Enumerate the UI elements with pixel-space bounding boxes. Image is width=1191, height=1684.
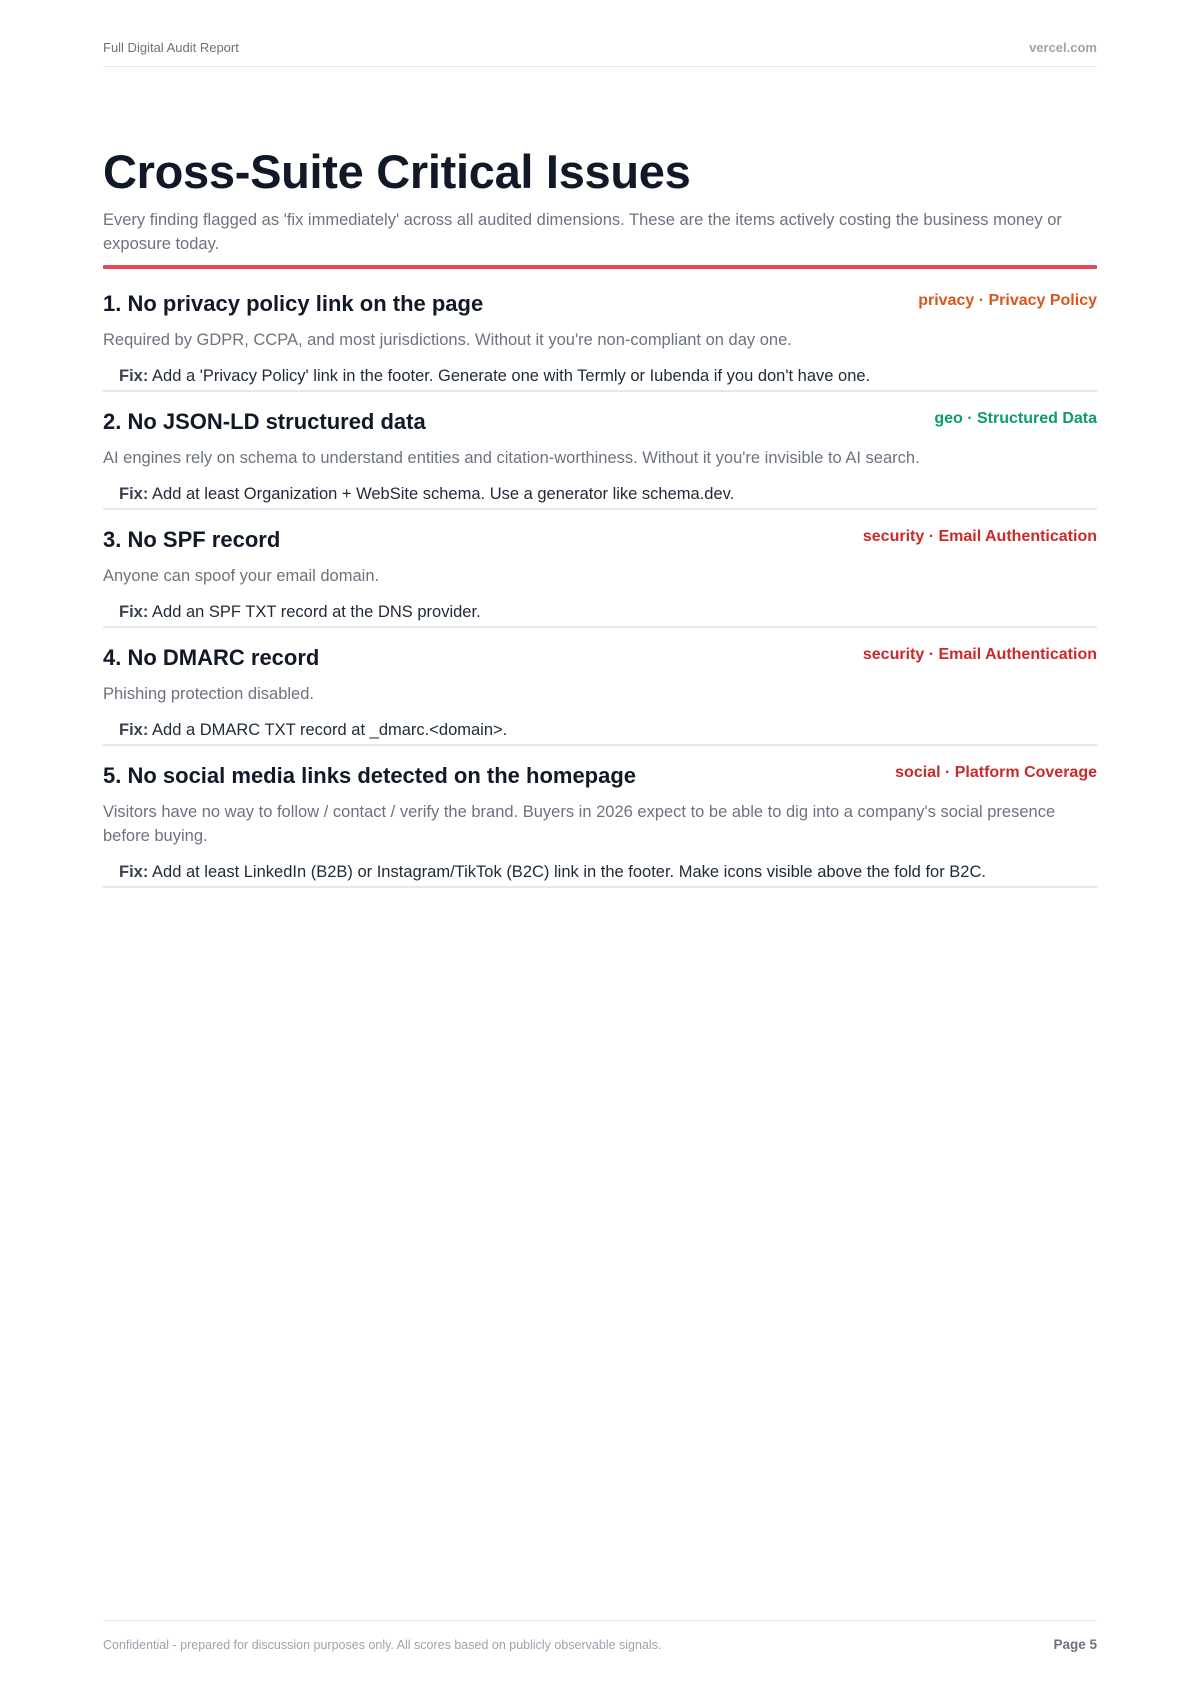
issue-item (103, 408, 1097, 510)
issue-category-tag: social · Platform Coverage (895, 764, 1097, 781)
fix-label: Fix: (119, 485, 149, 503)
issue-category-tag: privacy · Privacy Policy (918, 292, 1097, 309)
issue-title: 2. No JSON-LD structured data (103, 409, 426, 434)
issue-fix (119, 860, 1097, 884)
issue-fix (119, 482, 1097, 506)
fix-text: Add a DMARC TXT record at _dmarc.<domain>. (148, 721, 508, 739)
issue-title: 4. No DMARC record (103, 645, 320, 670)
issue-fix (119, 364, 1097, 388)
issue-title: 3. No SPF record (103, 527, 281, 552)
fix-text: Add at least LinkedIn (B2B) or Instagram/TikTok (B2C) link in the footer. Make icons visible above the fold for B2C. (148, 863, 986, 881)
issue-fix (119, 718, 1097, 742)
fix-text: Add at least Organization + WebSite schema. Use a generator like schema.dev. (148, 485, 735, 503)
issue-category-tag: security · Email Authentication (862, 528, 1097, 545)
issue-item (103, 762, 1097, 888)
issue-item (103, 644, 1097, 746)
issues-list (103, 290, 1097, 904)
issue-item (103, 290, 1097, 392)
audited-domain: vercel.com (1029, 40, 1097, 55)
running-footer (103, 1620, 1097, 1652)
issue-description: Required by GDPR, CCPA, and most jurisdictions. Without it you're non-compliant on day one. (103, 331, 792, 349)
issue-category-tag: security · Email Authentication (862, 646, 1097, 663)
fix-text: Add a 'Privacy Policy' link in the footer. Generate one with Termly or Iubenda if you don't have one. (148, 367, 871, 385)
page-title: Cross-Suite Critical Issues (103, 145, 691, 198)
page-intro: Every finding flagged as 'fix immediately' across all audited dimensions. These are the items actively costing the business money or exposure today. (103, 211, 1062, 253)
issue-header (103, 762, 1097, 790)
fix-text: Add an SPF TXT record at the DNS provider. (148, 603, 481, 621)
issue-category-tag: geo · Structured Data (934, 410, 1097, 427)
issue-title: 1. No privacy policy link on the page (103, 291, 484, 316)
fix-label: Fix: (119, 721, 149, 739)
report-page (103, 0, 1097, 1684)
issue-header (103, 526, 1097, 554)
section-title-block (103, 144, 1097, 269)
report-title: Full Digital Audit Report (103, 40, 239, 55)
issue-header (103, 644, 1097, 672)
fix-label: Fix: (119, 367, 149, 385)
confidentiality-note: Confidential - prepared for discussion purposes only. All scores based on publicly observable signals. (103, 1637, 662, 1652)
issue-description: Visitors have no way to follow / contact / verify the brand. Buyers in 2026 expect to be able to dig into a company's social presence before buying. (103, 803, 1056, 845)
page-number: Page 5 (1053, 1637, 1097, 1652)
issue-title: 5. No social media links detected on the homepage (103, 763, 637, 788)
fix-label: Fix: (119, 863, 149, 881)
fix-label: Fix: (119, 603, 149, 621)
issue-description: Anyone can spoof your email domain. (103, 567, 380, 585)
issue-description: AI engines rely on schema to understand entities and citation-worthiness. Without it you're invisible to AI search. (103, 449, 920, 467)
issue-description: Phishing protection disabled. (103, 685, 314, 703)
running-header (103, 40, 1097, 67)
issue-fix (119, 600, 1097, 624)
issue-header (103, 408, 1097, 436)
issue-header (103, 290, 1097, 318)
title-divider (103, 265, 1097, 269)
issue-item (103, 526, 1097, 628)
